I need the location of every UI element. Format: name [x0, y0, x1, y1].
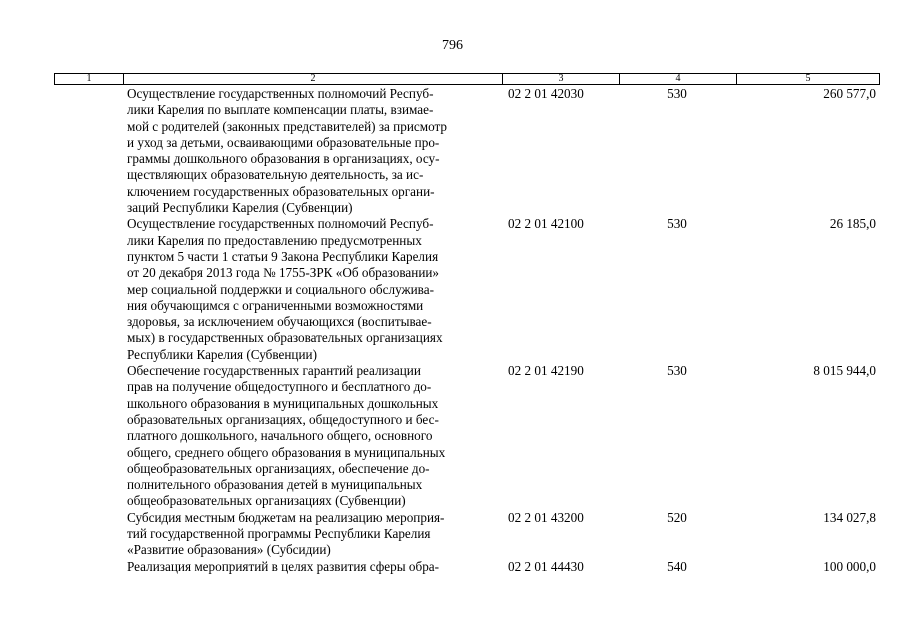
row-kind: 530 [667, 363, 687, 379]
row-code: 02 2 01 43200 [508, 509, 584, 525]
description-line: «Развитие образования» (Субсидии) [127, 542, 331, 558]
row-code: 02 2 01 44430 [508, 558, 584, 574]
description-line: полнительного образования детей в муниципальных [127, 477, 423, 493]
row-kind: 530 [667, 86, 687, 101]
table-row [0, 510, 905, 559]
description-line: здоровья, за исключением обучающихся (воспитывае- [127, 314, 432, 330]
description-line: Республики Карелия (Субвенции) [127, 346, 317, 362]
description-line: ния обучающимся с ограниченными возможностями [127, 297, 424, 313]
row-description [127, 510, 505, 559]
description-line: Обеспечение государственных гарантий реализации [127, 363, 421, 379]
table-row [0, 86, 905, 216]
description-line: лики Карелия по выплате компенсации платы, взимае- [127, 102, 434, 118]
table-row [0, 363, 905, 510]
row-amount: 100 000,0 [823, 558, 876, 574]
description-line: общеобразовательных организациях, обеспечение до- [127, 460, 430, 476]
header-col-3: 3 [503, 74, 620, 84]
description-line: ключением государственных образовательных органи- [127, 183, 435, 199]
row-description [127, 363, 505, 510]
row-amount: 260 577,0 [823, 86, 876, 101]
description-line: Осуществление государственных полномочий Респуб- [127, 86, 434, 101]
row-amount: 8 015 944,0 [813, 363, 876, 379]
description-line: общеобразовательных организациях (Субвенции) [127, 493, 406, 509]
description-line: Реализация мероприятий в целях развития сферы обра- [127, 558, 440, 574]
description-line: и уход за детьми, осваивающими образовательные про- [127, 134, 440, 150]
header-col-2: 2 [124, 74, 503, 84]
table-body [0, 86, 905, 575]
row-kind: 530 [667, 216, 687, 232]
description-line: ществляющих образовательную деятельность, за ис- [127, 167, 424, 183]
row-amount: 26 185,0 [829, 216, 876, 232]
row-description [127, 86, 505, 216]
description-line: тий государственной программы Республики Карелия [127, 526, 431, 542]
row-code: 02 2 01 42190 [508, 363, 584, 379]
description-line: от 20 декабря 2013 года № 1755-ЗРК «Об образовании» [127, 265, 440, 281]
description-line: Осуществление государственных полномочий Респуб- [127, 216, 434, 232]
row-amount: 134 027,8 [823, 509, 876, 525]
row-kind: 520 [667, 509, 687, 525]
row-code: 02 2 01 42030 [508, 86, 584, 101]
header-col-4: 4 [620, 74, 737, 84]
page-number: 796 [442, 38, 463, 53]
description-line: мой с родителей (законных представителей) за присмотр [127, 118, 448, 134]
description-line: общего, среднего общего образования в муниципальных [127, 444, 446, 460]
description-line: граммы дошкольного образования в организациях, осу- [127, 151, 440, 167]
table-row [0, 559, 905, 575]
header-col-5: 5 [805, 73, 811, 84]
description-line: мер социальной поддержки и социального обслужива- [127, 281, 434, 297]
header-col-1: 1 [55, 74, 124, 84]
description-line: школьного образования в муниципальных дошкольных [127, 395, 439, 411]
row-description [127, 216, 505, 363]
description-line: лики Карелия по предоставлению предусмотренных [127, 232, 422, 248]
description-line: прав на получение общедоступного и бесплатного до- [127, 379, 432, 395]
description-line: Субсидия местным бюджетам на реализацию мероприя- [127, 509, 445, 525]
description-line: пунктом 5 части 1 статьи 9 Закона Республики Карелия [127, 248, 439, 264]
row-description [127, 559, 505, 575]
row-kind: 540 [667, 558, 687, 574]
description-line: платного дошкольного, начального общего, основного [127, 428, 433, 444]
description-line: заций Республики Карелия (Субвенции) [127, 200, 353, 216]
row-code: 02 2 01 42100 [508, 216, 584, 232]
description-line: образовательных организациях, общедоступного и бес- [127, 411, 439, 427]
table-row [0, 216, 905, 363]
description-line: мых) в государственных образовательных организациях [127, 330, 443, 346]
table-header [54, 73, 880, 85]
